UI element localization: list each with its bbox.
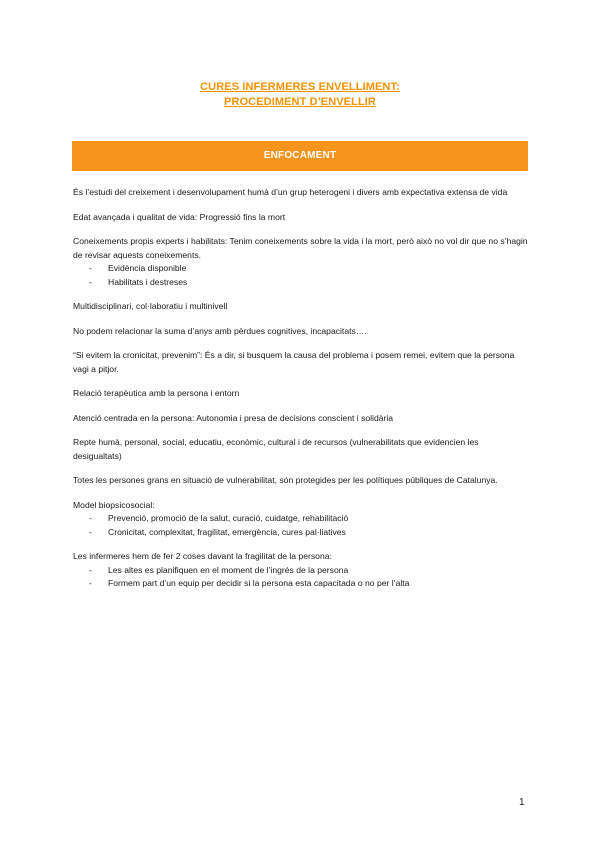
paragraph-expert-knowledge: Coneixements propis experts i habilitats: Tenim coneixements sobre la vida i la mort, però això no vol dir que no s’hagin de revisar aquests coneixements. xyxy=(73,236,528,260)
list-item-text: Evidència disponible xyxy=(108,263,187,273)
document-title xyxy=(0,80,600,110)
paragraph-multidisciplinary: Multidisciplinari, col·laboratiu i multinivell xyxy=(73,301,228,311)
paragraph-cognitive-losses: No podem relacionar la suma d’anys amb pèrdues cognitives, incapacitats…. xyxy=(73,325,367,336)
paragraph-human-challenge: Repte humà, personal, social, educatiu, econòmic, cultural i de recursos (vulnerabilitats que evidencien les desigualtats) xyxy=(73,437,479,461)
list-item-text: Cronicitat, complexitat, fragilitat, emergència, cures pal·liatives xyxy=(108,526,346,537)
bullet-dash: - xyxy=(89,526,92,537)
list-item xyxy=(73,512,528,526)
paragraph-person-centred-care: Atenció centrada en la persona: Autonomia i presa de decisions conscient i solidària xyxy=(73,412,394,423)
list-item xyxy=(73,577,528,591)
list-item-text: Les altes es planifiquen en el moment de l’ingrés de la persona xyxy=(108,564,349,575)
paragraph-therapeutic-relation: Relació terapèutica amb la persona i entorn xyxy=(73,388,240,398)
section-banner-label: ENFOCAMENT xyxy=(263,150,337,161)
section-banner xyxy=(72,141,528,171)
paragraph-definition: És l’estudi del creixement i desenvolupament humà d’un grup heterogeni i divers amb expectativa extensa de vida xyxy=(73,187,508,197)
list-item xyxy=(73,526,528,540)
title-line-2: PROCEDIMENT D’ENVELLIR xyxy=(224,96,376,108)
paragraph-chronicity: “Si evitem la cronicitat, prevenim”: És a dir, si busquem la causa del problema i posem remei, evitem que la persona vagi a pitjor. xyxy=(73,350,515,374)
nurse-duties-list xyxy=(73,564,528,591)
list-item-text: Prevenció, promoció de la salut, curació, cuidatge, rehabilitació xyxy=(108,513,349,523)
bullet-dash: - xyxy=(89,578,92,588)
list-item xyxy=(73,564,528,578)
list-item-text: Habilitats i destreses xyxy=(108,276,188,287)
title-line-1: CURES INFERMERES ENVELLIMENT: xyxy=(200,81,400,93)
bullet-dash: - xyxy=(89,276,92,287)
list-item-text: Formem part d’un equip per decidir si la persona esta capacitada o no per l’alta xyxy=(108,578,410,588)
paragraph-biopsychosocial-model: Model biopsicosocial: xyxy=(73,499,155,510)
paragraph-nurse-duties: Les infermeres hem de fer 2 coses davant la fragilitat de la persona: xyxy=(73,551,332,561)
list-item xyxy=(73,262,528,276)
biopsychosocial-list xyxy=(73,512,528,539)
bullet-dash: - xyxy=(89,513,92,523)
bullet-dash: - xyxy=(89,263,92,273)
bullet-dash: - xyxy=(89,564,92,575)
page-number: 1 xyxy=(519,797,525,808)
list-item xyxy=(73,276,528,290)
paragraph-advanced-age: Edat avançada i qualitat de vida: Progressió fins la mort xyxy=(73,211,286,222)
paragraph-vulnerability: Totes les persones grans en situació de vulnerabilitat, són protegides per les polítiques públiques de Catalunya. xyxy=(73,475,498,485)
document-body xyxy=(73,186,528,602)
expert-knowledge-list xyxy=(73,262,528,289)
